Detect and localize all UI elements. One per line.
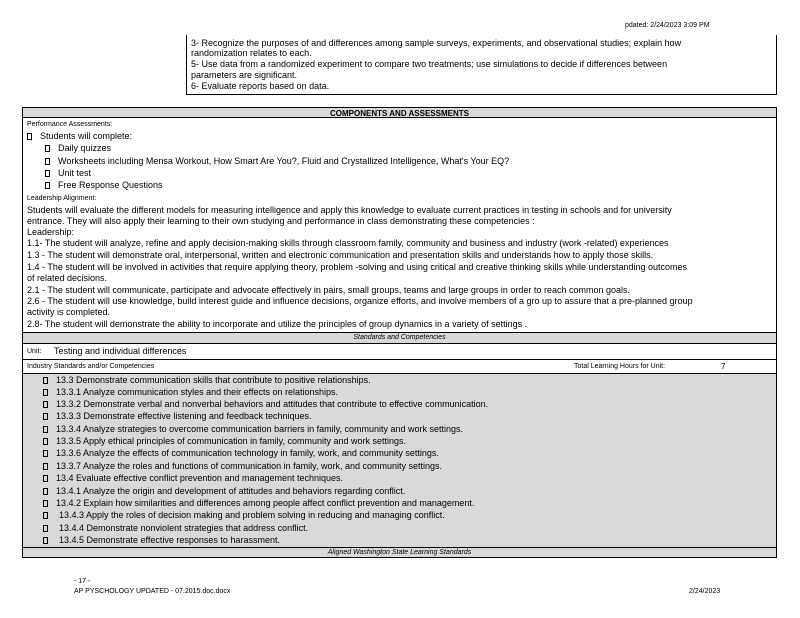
competency-line: 1.1- The student will analyze, refine and apply decision-making skills through classroom family, community and business and industry (work -related) experiences (27, 238, 669, 248)
footer-filename: AP PYSCHOLOGY UPDATED - 07.2015.doc.docx (74, 588, 231, 595)
paragraph-line: Leadership: (27, 227, 75, 237)
aligned-header (22, 547, 777, 558)
standard-item: 13.4.4 Demonstrate nonviolent strategies that address conflict. (43, 523, 308, 534)
standard-item: 13.3.3 Demonstrate effective listening and feedback techniques. (43, 411, 312, 422)
paragraph-line: Students will evaluate the different models for measuring intelligence and apply this knowledge to evaluate current practices in testing in schools and for university (27, 205, 672, 215)
standard-item: 13.4.3 Apply the roles of decision making and problem solving in reducing and managing conflict. (43, 510, 445, 521)
competency-line: 2.1 - The student will communicate, participate and advocate effectively in pairs, small groups, teams and large groups in order to reach common goals. (27, 285, 630, 295)
aligned-title: Aligned Washington State Learning Standards (327, 549, 472, 556)
standard-item: 13.4.5 Demonstrate effective responses to harassment. (43, 535, 280, 546)
bullet-icon (43, 475, 48, 482)
standard-item: 13.3.1 Analyze communication styles and their effects on relationships. (43, 387, 338, 398)
unit-row (22, 344, 777, 360)
bullet-icon (43, 389, 48, 396)
competency-line: 2.8- The student will demonstrate the ability to incorporate and utilize the principles of group dynamics in a variety of settings . (27, 319, 528, 329)
performance-label: Performance Assessments: (27, 121, 113, 128)
standard-item: 13.4 Evaluate effective conflict prevention and management techniques. (43, 473, 343, 484)
standard-item: 13.3.7 Analyze the roles and functions of communication in family, work, and community settings. (43, 461, 442, 472)
bullet-icon (43, 525, 48, 532)
competency-line: of related decisions. (27, 273, 108, 283)
bullet-icon (43, 377, 48, 384)
industry-row (22, 360, 777, 374)
components-body (22, 118, 777, 333)
standard-item: 13.3.2 Demonstrate verbal and nonverbal behaviors and attitudes that contribute to effective communication. (43, 399, 488, 410)
bullet-icon (43, 426, 48, 433)
components-title: COMPONENTS AND ASSESSMENTS (330, 109, 469, 118)
industry-header: Industry Standards and/or Competencies (27, 363, 155, 370)
bullet-icon (45, 158, 50, 165)
standard-item: 13.4.2 Explain how similarities and differences among people affect conflict prevention and management. (43, 498, 474, 509)
standards-list (22, 374, 777, 548)
bullet-icon (45, 170, 50, 177)
hours-value: 7 (721, 362, 726, 371)
paragraph-line: entrance. They will also apply their learning to their own studying and performance in class demonstrating these competencies : (27, 216, 535, 226)
bullet-icon (43, 413, 48, 420)
objective-line: 5- Use data from a randomized experiment to compare two treatments; use simulations to decide if differences between (191, 59, 668, 69)
bullet-icon (45, 145, 50, 152)
page-number: - 17 - (74, 578, 91, 585)
objective-line: 3- Recognize the purposes of and differences among sample surveys, experiments, and observational studies; explain how (191, 38, 682, 48)
standard-item: 13.3 Demonstrate communication skills that contribute to positive relationships. (43, 375, 371, 386)
bullet-icon (43, 537, 48, 544)
bullet-icon (43, 401, 48, 408)
list-item: Daily quizzes (45, 143, 111, 154)
bullet-icon (43, 512, 48, 519)
standard-item: 13.3.4 Analyze strategies to overcome communication barriers in family, community and work settings. (43, 424, 463, 435)
components-header (22, 107, 777, 118)
standard-item: 13.4.1 Analyze the origin and development of attitudes and behaviors regarding conflict. (43, 486, 405, 497)
standards-title: Standards and Competencies (353, 334, 446, 341)
hours-label: Total Learning Hours for Unit: (574, 363, 666, 370)
bullet-icon (43, 488, 48, 495)
list-item: Free Response Questions (45, 180, 163, 191)
competency-line: activity is completed. (27, 307, 111, 317)
bullet-icon (43, 438, 48, 445)
bullet-icon (43, 500, 48, 507)
unit-value: Testing and individual differences (54, 346, 187, 356)
unit-label: Unit: (27, 348, 42, 355)
standard-item: 13.3.5 Apply ethical principles of communication in family, community and work settings. (43, 436, 406, 447)
updated-timestamp: pdated: 2/24/2023 3:09 PM (625, 22, 710, 29)
footer-date: 2/24/2023 (689, 588, 721, 595)
competency-line: 2.6 - The student will use knowledge, build interest guide and influence decisions, organize efforts, and involve members of a gro up to assure that a pre-planned group (27, 296, 693, 306)
competency-line: 1.3 - The student will demonstrate oral, interpersonal, written and electronic communication and presentation skills and understands how to apply those skills. (27, 250, 654, 260)
objective-line: 6- Evaluate reports based on data. (191, 81, 330, 91)
standard-item: 13.3.6 Analyze the effects of communication technology in family, work, and community settings. (43, 448, 439, 459)
objectives-box (186, 35, 777, 95)
bullet-icon (43, 450, 48, 457)
objective-line: randomization relates to each. (191, 48, 312, 58)
list-item: Unit test (45, 168, 91, 179)
bullet-icon (27, 133, 32, 140)
objective-line: parameters are significant. (191, 70, 298, 80)
list-item: Worksheets including Mensa Workout, How Smart Are You?, Fluid and Crystallized Intelligence, What's Your EQ? (45, 156, 509, 167)
bullet-icon (43, 463, 48, 470)
students-complete: Students will complete: (27, 131, 132, 142)
competency-line: 1.4 - The student will be involved in activities that require applying theory, problem -solving and using critical and creative thinking skills while understanding outcomes (27, 262, 688, 272)
standards-header (22, 333, 777, 344)
leadership-alignment-label: Leadership Alignment: (27, 195, 97, 202)
bullet-icon (45, 182, 50, 189)
